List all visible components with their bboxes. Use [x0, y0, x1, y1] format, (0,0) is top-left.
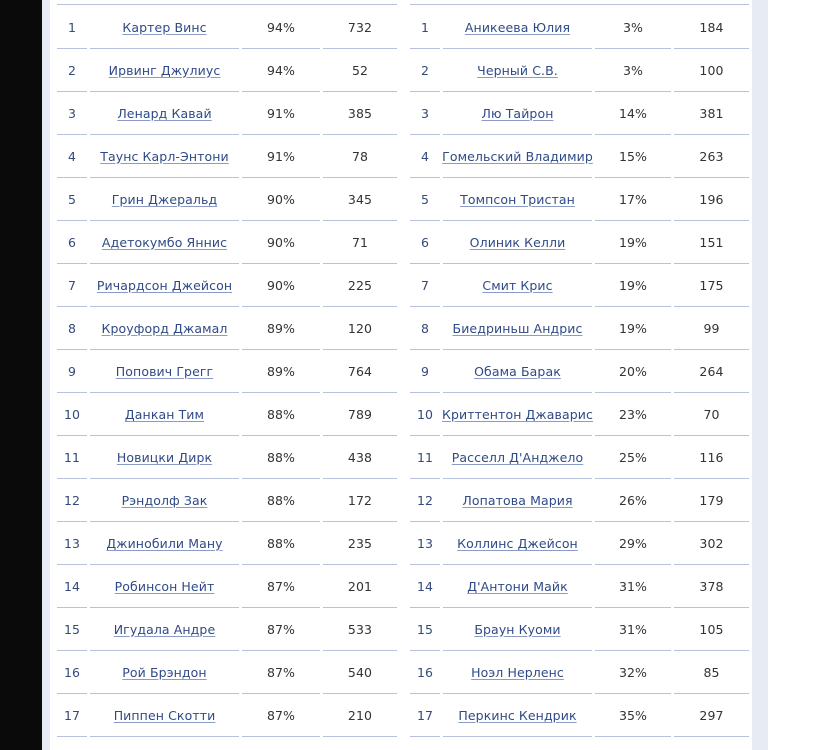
rank-number: 7 — [420, 277, 430, 293]
count-cell — [323, 307, 397, 350]
percent-value: 29% — [618, 535, 648, 551]
count-value: 99 — [703, 320, 720, 336]
count-value: 764 — [347, 363, 373, 379]
count-cell — [674, 393, 749, 436]
rank-cell — [410, 178, 440, 221]
name-cell — [90, 436, 239, 479]
person-name-link[interactable]: Лопатова Мария — [462, 492, 573, 508]
percent-cell — [242, 135, 320, 178]
rank-cell — [410, 479, 440, 522]
name-cell — [443, 307, 592, 350]
name-cell — [443, 264, 592, 307]
rank-number: 1 — [420, 19, 430, 35]
count-value: 116 — [699, 449, 724, 465]
name-cell — [443, 92, 592, 135]
person-name-link[interactable]: Данкан Тим — [124, 406, 205, 422]
count-value: 533 — [347, 621, 373, 637]
rank-cell — [57, 350, 87, 393]
percent-value: 90% — [266, 234, 296, 250]
rank-cell — [57, 178, 87, 221]
count-cell — [323, 49, 397, 92]
rank-number: 3 — [67, 105, 77, 121]
rank-cell — [57, 307, 87, 350]
percent-cell — [242, 178, 320, 221]
rank-cell — [410, 393, 440, 436]
rank-cell — [410, 92, 440, 135]
rank-cell — [57, 221, 87, 264]
count-cell — [323, 178, 397, 221]
rank-cell — [410, 651, 440, 694]
percent-cell — [595, 49, 671, 92]
rank-number: 8 — [420, 320, 430, 336]
percent-value: 3% — [622, 62, 644, 78]
count-cell — [674, 436, 749, 479]
person-name-link[interactable]: Рэндолф Зак — [121, 492, 208, 508]
rank-cell — [410, 221, 440, 264]
person-name-link[interactable]: Кроуфорд Джамал — [101, 320, 228, 336]
rank-number: 11 — [63, 449, 81, 465]
person-name-link[interactable]: Обама Барак — [474, 363, 561, 379]
rank-number: 16 — [416, 664, 434, 680]
percent-cell — [595, 522, 671, 565]
count-value: 302 — [699, 535, 724, 551]
name-cell — [443, 221, 592, 264]
count-value: 732 — [347, 19, 373, 35]
percent-cell — [595, 92, 671, 135]
rank-cell — [410, 135, 440, 178]
percent-value: 87% — [266, 707, 296, 723]
count-value: 105 — [699, 621, 724, 637]
count-value: 297 — [699, 707, 724, 723]
percent-cell — [242, 436, 320, 479]
percent-value: 31% — [618, 578, 648, 594]
count-value: 52 — [351, 62, 369, 78]
rank-cell — [410, 49, 440, 92]
person-name-link[interactable]: Робинсон Нейт — [114, 578, 215, 594]
count-cell — [674, 178, 749, 221]
percent-value: 17% — [618, 191, 648, 207]
count-value: 71 — [351, 234, 369, 250]
name-cell — [90, 6, 239, 49]
count-cell — [323, 6, 397, 49]
name-cell — [443, 6, 592, 49]
rank-number: 13 — [416, 535, 434, 551]
count-value: 172 — [347, 492, 373, 508]
rank-cell — [57, 6, 87, 49]
count-value: 378 — [699, 578, 724, 594]
rank-cell — [410, 436, 440, 479]
count-cell — [323, 479, 397, 522]
count-cell — [323, 92, 397, 135]
count-value: 381 — [699, 105, 724, 121]
person-name-link[interactable]: Черный С.В. — [477, 62, 558, 78]
rank-cell — [57, 135, 87, 178]
percent-cell — [242, 393, 320, 436]
rank-cell — [410, 350, 440, 393]
percent-value: 25% — [618, 449, 648, 465]
percent-cell — [242, 694, 320, 737]
percent-value: 94% — [266, 19, 296, 35]
count-cell — [674, 92, 749, 135]
rank-number: 11 — [416, 449, 434, 465]
count-value: 179 — [699, 492, 724, 508]
person-name-link[interactable]: Ноэл Нерленс — [471, 664, 564, 680]
percent-cell — [595, 436, 671, 479]
rank-cell — [410, 565, 440, 608]
percent-cell — [595, 565, 671, 608]
count-value: 235 — [347, 535, 373, 551]
person-name-link[interactable]: Ленард Кавай — [117, 105, 212, 121]
percent-cell — [595, 135, 671, 178]
name-cell — [90, 135, 239, 178]
rank-cell — [57, 393, 87, 436]
percent-value: 15% — [618, 148, 648, 164]
person-name-link[interactable]: Смит Крис — [482, 277, 553, 293]
rank-number: 10 — [416, 406, 434, 422]
count-cell — [674, 264, 749, 307]
name-cell — [443, 178, 592, 221]
name-cell — [443, 522, 592, 565]
count-cell — [674, 6, 749, 49]
rank-number: 7 — [67, 277, 77, 293]
left-table-top-border — [57, 4, 397, 5]
percent-cell — [242, 565, 320, 608]
count-cell — [674, 221, 749, 264]
name-cell — [90, 608, 239, 651]
name-cell — [90, 522, 239, 565]
left-dark-panel — [0, 0, 42, 750]
rank-cell — [57, 436, 87, 479]
count-value: 540 — [347, 664, 373, 680]
rank-number: 10 — [63, 406, 81, 422]
percent-cell — [595, 307, 671, 350]
rank-number: 13 — [63, 535, 81, 551]
count-cell — [674, 651, 749, 694]
name-cell — [443, 436, 592, 479]
count-cell — [674, 694, 749, 737]
count-cell — [323, 608, 397, 651]
rank-cell — [57, 608, 87, 651]
rank-number: 14 — [63, 578, 81, 594]
rank-number: 17 — [63, 707, 81, 723]
count-value: 385 — [347, 105, 373, 121]
count-value: 789 — [347, 406, 373, 422]
rank-number: 15 — [416, 621, 434, 637]
percent-value: 19% — [618, 234, 648, 250]
name-cell — [443, 608, 592, 651]
rank-number: 8 — [67, 320, 77, 336]
name-cell — [90, 350, 239, 393]
rank-cell — [57, 565, 87, 608]
name-cell — [90, 307, 239, 350]
percent-value: 89% — [266, 320, 296, 336]
rank-number: 12 — [416, 492, 434, 508]
rank-number: 14 — [416, 578, 434, 594]
name-cell — [90, 651, 239, 694]
count-cell — [674, 522, 749, 565]
percent-cell — [595, 651, 671, 694]
name-cell — [90, 393, 239, 436]
rank-cell — [57, 694, 87, 737]
percent-cell — [242, 6, 320, 49]
percent-cell — [242, 92, 320, 135]
count-cell — [674, 565, 749, 608]
count-value: 210 — [347, 707, 373, 723]
count-value: 225 — [347, 277, 373, 293]
percent-value: 90% — [266, 277, 296, 293]
percent-cell — [595, 6, 671, 49]
percent-value: 94% — [266, 62, 296, 78]
rank-cell — [410, 264, 440, 307]
count-value: 78 — [351, 148, 369, 164]
person-name-link[interactable]: Биедриньш Андрис — [452, 320, 583, 336]
person-name-link[interactable]: Ирвинг Джулиус — [108, 62, 221, 78]
percent-cell — [595, 694, 671, 737]
count-cell — [323, 221, 397, 264]
count-value: 196 — [699, 191, 724, 207]
left-page-margin — [42, 0, 50, 750]
right-table-top-border — [410, 4, 749, 5]
rank-number: 2 — [420, 62, 430, 78]
name-cell — [443, 49, 592, 92]
percent-value: 14% — [618, 105, 648, 121]
percent-cell — [595, 221, 671, 264]
count-cell — [323, 651, 397, 694]
percent-cell — [595, 393, 671, 436]
rank-number: 5 — [420, 191, 430, 207]
rank-number: 5 — [67, 191, 77, 207]
percent-value: 87% — [266, 578, 296, 594]
percent-value: 31% — [618, 621, 648, 637]
name-cell — [90, 49, 239, 92]
name-cell — [443, 479, 592, 522]
person-name-link[interactable]: Игудала Андре — [113, 621, 216, 637]
percent-value: 88% — [266, 449, 296, 465]
percent-value: 88% — [266, 535, 296, 551]
percent-cell — [242, 49, 320, 92]
percent-value: 90% — [266, 191, 296, 207]
percent-cell — [242, 522, 320, 565]
count-value: 201 — [347, 578, 373, 594]
rank-cell — [410, 522, 440, 565]
percent-value: 88% — [266, 406, 296, 422]
person-name-link[interactable]: Пиппен Скотти — [113, 707, 216, 723]
person-name-link[interactable]: Картер Винс — [122, 19, 207, 35]
rank-cell — [410, 6, 440, 49]
percent-cell — [595, 350, 671, 393]
name-cell — [443, 135, 592, 178]
percent-value: 19% — [618, 320, 648, 336]
person-name-link[interactable]: Ричардсон Джейсон — [96, 277, 233, 293]
rank-cell — [57, 522, 87, 565]
name-cell — [90, 92, 239, 135]
count-cell — [323, 694, 397, 737]
rank-cell — [57, 92, 87, 135]
person-name-link[interactable]: Расселл Д'Анджело — [451, 449, 584, 465]
person-name-link[interactable]: Новицки Дирк — [116, 449, 213, 465]
count-value: 345 — [347, 191, 373, 207]
count-cell — [323, 436, 397, 479]
count-value: 263 — [699, 148, 724, 164]
person-name-link[interactable]: Таунс Карл-Энтони — [100, 148, 229, 164]
right-page-margin — [752, 0, 768, 750]
percent-cell — [595, 264, 671, 307]
rank-cell — [410, 307, 440, 350]
count-value: 184 — [699, 19, 724, 35]
rank-number: 4 — [420, 148, 430, 164]
person-name-link[interactable]: Томпсон Тристан — [460, 191, 575, 207]
person-name-link[interactable]: Д'Антони Майк — [467, 578, 568, 594]
count-cell — [674, 135, 749, 178]
percent-cell — [242, 651, 320, 694]
percent-value: 23% — [618, 406, 648, 422]
percent-value: 89% — [266, 363, 296, 379]
name-cell — [90, 178, 239, 221]
percent-cell — [595, 479, 671, 522]
percent-cell — [242, 264, 320, 307]
rank-cell — [57, 479, 87, 522]
person-name-link[interactable]: Гомельский Владимир — [442, 148, 593, 164]
count-value: 151 — [699, 234, 724, 250]
name-cell — [90, 565, 239, 608]
count-value: 100 — [699, 62, 724, 78]
count-cell — [323, 565, 397, 608]
rank-number: 16 — [63, 664, 81, 680]
count-value: 175 — [699, 277, 724, 293]
percent-value: 20% — [618, 363, 648, 379]
person-name-link[interactable]: Криттентон Джаварис — [442, 406, 593, 422]
person-name-link[interactable]: Браун Куоми — [474, 621, 561, 637]
name-cell — [443, 651, 592, 694]
person-name-link[interactable]: Грин Джеральд — [111, 191, 218, 207]
rank-number: 9 — [420, 363, 430, 379]
count-cell — [674, 608, 749, 651]
count-value: 120 — [347, 320, 373, 336]
name-cell — [443, 393, 592, 436]
count-cell — [323, 393, 397, 436]
rank-number: 1 — [67, 19, 77, 35]
rank-number: 15 — [63, 621, 81, 637]
name-cell — [90, 264, 239, 307]
name-cell — [443, 565, 592, 608]
person-name-link[interactable]: Лю Тайрон — [481, 105, 554, 121]
name-cell — [443, 694, 592, 737]
person-name-link[interactable]: Рой Брэндон — [122, 664, 207, 680]
person-name-link[interactable]: Перкинс Кендрик — [458, 707, 577, 723]
rank-cell — [57, 49, 87, 92]
rank-number: 2 — [67, 62, 77, 78]
count-cell — [323, 522, 397, 565]
percent-cell — [242, 608, 320, 651]
rank-cell — [410, 608, 440, 651]
percent-cell — [242, 307, 320, 350]
rank-number: 3 — [420, 105, 430, 121]
percent-cell — [595, 178, 671, 221]
percent-value: 87% — [266, 664, 296, 680]
rank-number: 6 — [67, 234, 77, 250]
percent-value: 91% — [266, 148, 296, 164]
count-cell — [674, 350, 749, 393]
name-cell — [90, 479, 239, 522]
percent-cell — [595, 608, 671, 651]
count-value: 264 — [699, 363, 724, 379]
percent-value: 91% — [266, 105, 296, 121]
percent-value: 35% — [618, 707, 648, 723]
percent-value: 32% — [618, 664, 648, 680]
count-value: 70 — [703, 406, 720, 422]
percent-value: 87% — [266, 621, 296, 637]
rank-number: 4 — [67, 148, 77, 164]
percent-cell — [242, 479, 320, 522]
count-cell — [323, 350, 397, 393]
name-cell — [443, 350, 592, 393]
percent-value: 3% — [622, 19, 644, 35]
percent-value: 88% — [266, 492, 296, 508]
count-value: 438 — [347, 449, 373, 465]
rank-cell — [57, 651, 87, 694]
person-name-link[interactable]: Аникеева Юлия — [464, 19, 571, 35]
rank-number: 6 — [420, 234, 430, 250]
percent-value: 26% — [618, 492, 648, 508]
person-name-link[interactable]: Попович Грегг — [115, 363, 214, 379]
percent-cell — [242, 221, 320, 264]
percent-cell — [242, 350, 320, 393]
right-blank-area — [768, 0, 817, 750]
count-value: 85 — [703, 664, 720, 680]
rank-cell — [57, 264, 87, 307]
rank-cell — [410, 694, 440, 737]
percent-value: 19% — [618, 277, 648, 293]
person-name-link[interactable]: Джинобили Ману — [106, 535, 223, 551]
person-name-link[interactable]: Коллинс Джейсон — [457, 535, 578, 551]
name-cell — [90, 221, 239, 264]
count-cell — [674, 479, 749, 522]
rank-number: 12 — [63, 492, 81, 508]
count-cell — [674, 307, 749, 350]
count-cell — [323, 264, 397, 307]
count-cell — [323, 135, 397, 178]
person-name-link[interactable]: Олиник Келли — [469, 234, 566, 250]
person-name-link[interactable]: Адетокумбо Яннис — [101, 234, 228, 250]
rank-number: 17 — [416, 707, 434, 723]
rank-number: 9 — [67, 363, 77, 379]
count-cell — [674, 49, 749, 92]
name-cell — [90, 694, 239, 737]
